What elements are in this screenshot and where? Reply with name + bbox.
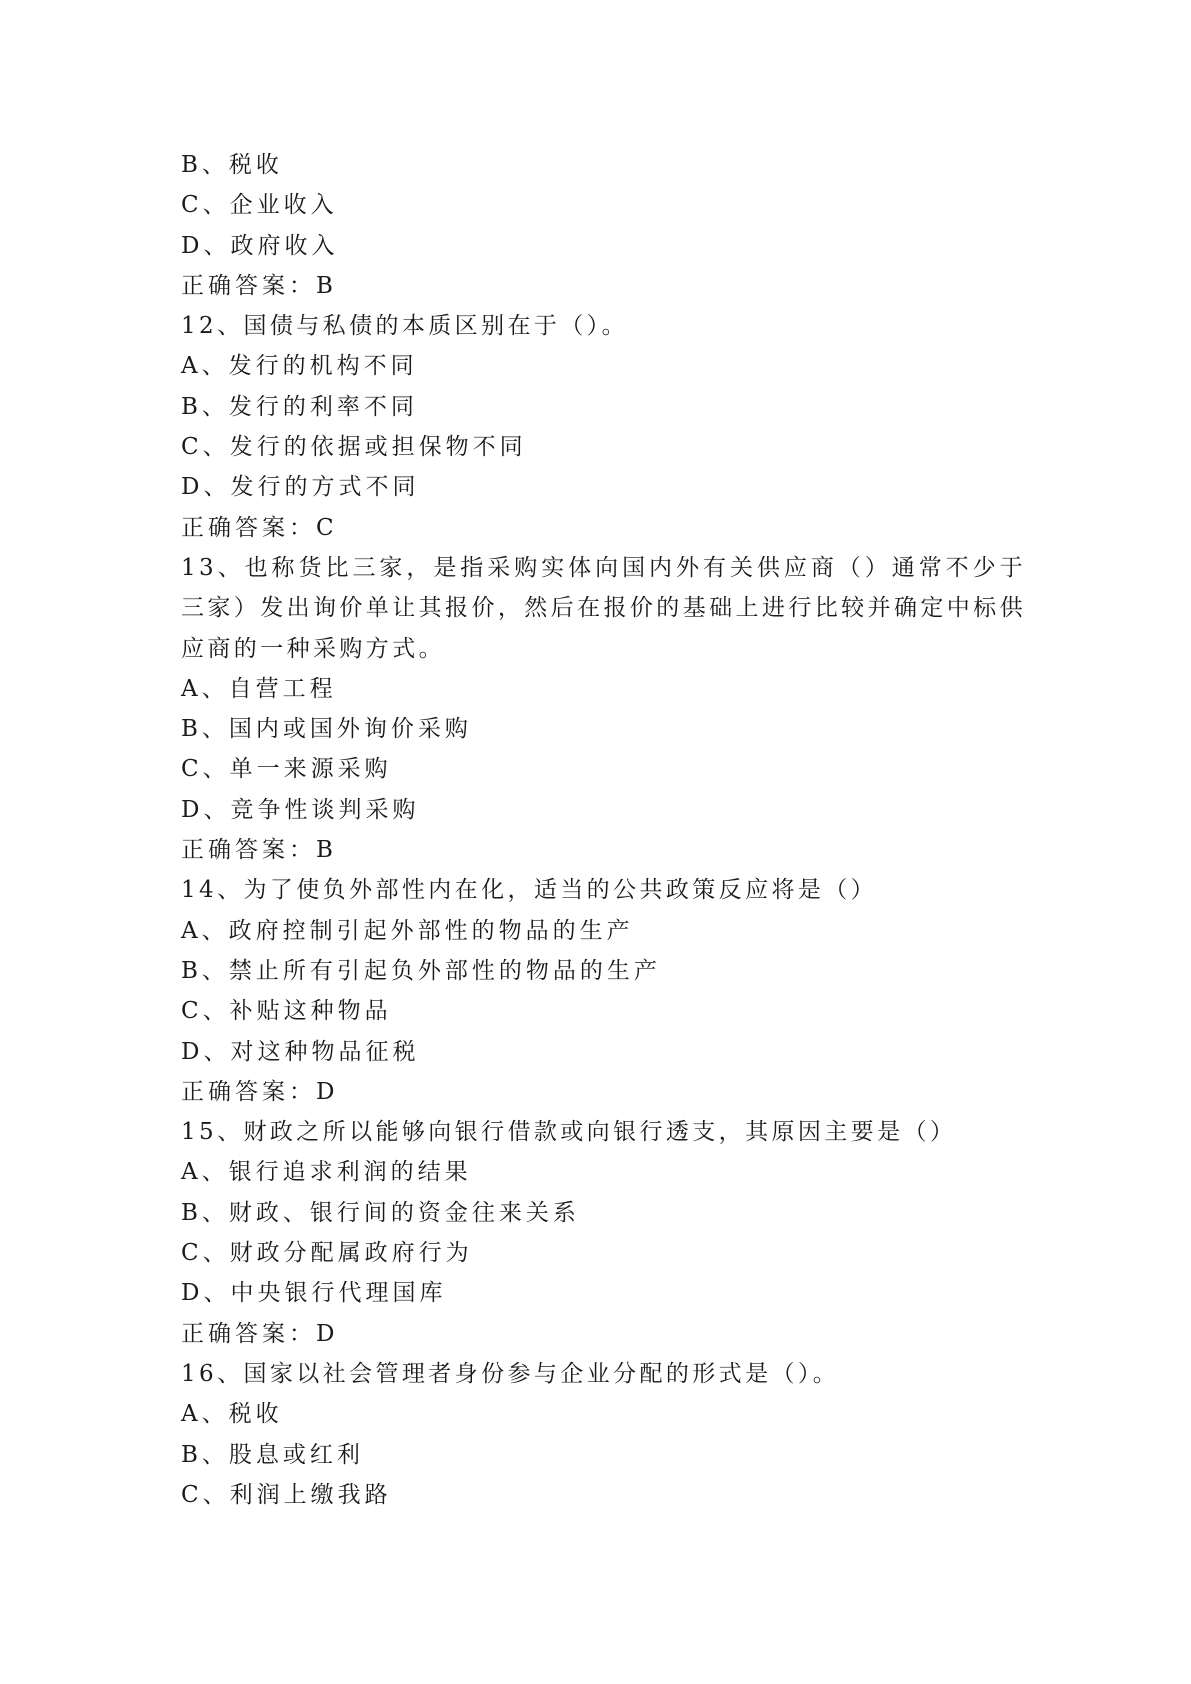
option-line: D、发行的方式不同	[181, 474, 420, 501]
option-line: B、禁止所有引起负外部性的物品的生产	[181, 957, 661, 984]
option-line: A、自营工程	[181, 675, 337, 702]
question-line: 12、国债与私债的本质区别在于（）。	[181, 313, 628, 340]
option-line: C、企业收入	[181, 192, 338, 219]
option-line: B、发行的利率不同	[181, 393, 418, 420]
answer-line: 正确答案：C	[181, 514, 338, 541]
option-line: D、政府收入	[181, 232, 339, 259]
option-line: C、单一来源采购	[181, 756, 392, 783]
option-line: B、股息或红利	[181, 1441, 364, 1468]
answer-line: 正确答案：B	[181, 272, 337, 299]
option-line: D、竞争性谈判采购	[181, 796, 420, 823]
answer-line: 正确答案：D	[181, 1320, 339, 1347]
question-list	[181, 145, 1026, 1515]
option-line: A、政府控制引起外部性的物品的生产	[181, 917, 634, 944]
option-line: C、发行的依据或担保物不同	[181, 434, 527, 461]
option-line: B、财政、银行间的资金往来关系	[181, 1199, 580, 1226]
option-line: D、中央银行代理国库	[181, 1280, 447, 1307]
option-line: C、利润上缴我路	[181, 1481, 392, 1508]
answer-line: 正确答案：D	[181, 1078, 339, 1105]
option-line: C、补贴这种物品	[181, 998, 392, 1025]
question-line: 14、为了使负外部性内在化，适当的公共政策反应将是（）	[181, 877, 878, 904]
option-line: A、发行的机构不同	[181, 353, 418, 380]
option-line: B、税收	[181, 152, 283, 178]
option-line: A、银行追求利润的结果	[181, 1159, 472, 1186]
question-line: 16、国家以社会管理者身份参与企业分配的形式是（）。	[181, 1360, 840, 1387]
option-line: A、税收	[181, 1401, 283, 1428]
answer-line: 正确答案：B	[181, 837, 337, 864]
option-line: B、国内或国外询价采购	[181, 716, 472, 743]
option-line: D、对这种物品征税	[181, 1038, 420, 1065]
option-line: C、财政分配属政府行为	[181, 1240, 473, 1267]
question-line: 13、也称货比三家，是指采购实体向国内外有关供应商（）通常不少于三家）发出询价单让其报价，然后在报价的基础上进行比较并确定中标供应商的一种采购方式。	[181, 554, 1026, 662]
question-line: 15、财政之所以能够向银行借款或向银行透支，其原因主要是（）	[181, 1119, 957, 1146]
